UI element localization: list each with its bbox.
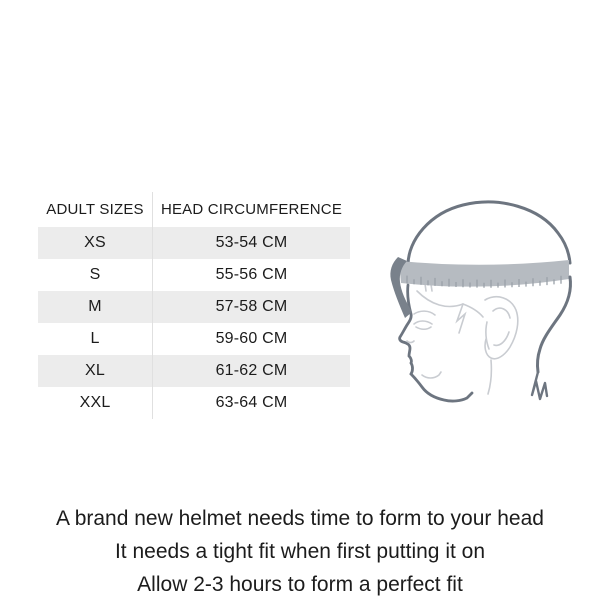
adult-sizes-header: ADULT SIZES: [46, 201, 144, 218]
table-row: [38, 291, 350, 323]
ear-inner-icon: [494, 332, 509, 345]
size-cell: XXL: [79, 394, 111, 411]
table-row: [38, 355, 350, 387]
size-chart-rows: [38, 227, 350, 419]
fit-notes: [0, 502, 600, 601]
hair-sweep-icon: [463, 304, 483, 317]
circumference-cell: 57-58 CM: [152, 291, 350, 323]
hair-sweep-icon: [417, 291, 463, 306]
hair-lock-icon: [457, 304, 465, 333]
eye-lower-lid-icon: [416, 327, 431, 329]
circumference-cell: 63-64 CM: [152, 387, 350, 419]
table-row: [38, 259, 350, 291]
face-detail-sketch: [407, 291, 518, 394]
skull-outline: [408, 202, 570, 265]
head-measurement-illustration: [388, 195, 588, 415]
size-cell: XL: [85, 362, 105, 379]
neck-line-icon: [488, 360, 491, 394]
size-cell: S: [89, 266, 101, 283]
size-cell: XS: [84, 234, 106, 251]
head-profile-icon: [390, 202, 570, 401]
mouth-icon: [422, 372, 441, 378]
size-cell: M: [88, 298, 102, 315]
fit-note-line: A brand new helmet needs time to form to your head: [56, 507, 544, 530]
circumference-cell: 59-60 CM: [152, 323, 350, 355]
size-chart-header: [38, 192, 350, 227]
head-circumference-header: HEAD CIRCUMFERENCE: [152, 192, 350, 227]
size-cell: L: [90, 330, 100, 347]
helmet-size-chart: [38, 192, 350, 419]
ear-inner-icon: [493, 308, 510, 318]
table-row: [38, 387, 350, 419]
ear-icon: [485, 297, 518, 359]
circumference-cell: 55-56 CM: [152, 259, 350, 291]
table-row: [38, 323, 350, 355]
back-of-head-outline: [537, 277, 570, 372]
eyebrow-icon: [414, 311, 435, 315]
fit-note-line: Allow 2-3 hours to form a perfect fit: [137, 573, 463, 596]
eye-upper-lid-icon: [414, 321, 432, 324]
circumference-cell: 53-54 CM: [152, 227, 350, 259]
nostril-icon: [407, 341, 414, 343]
nape-hair-icon: [532, 372, 547, 399]
circumference-cell: 61-62 CM: [152, 355, 350, 387]
fit-note-line: It needs a tight fit when first putting it on: [114, 540, 486, 563]
ear-tragus-icon: [486, 322, 489, 349]
table-row: [38, 227, 350, 259]
